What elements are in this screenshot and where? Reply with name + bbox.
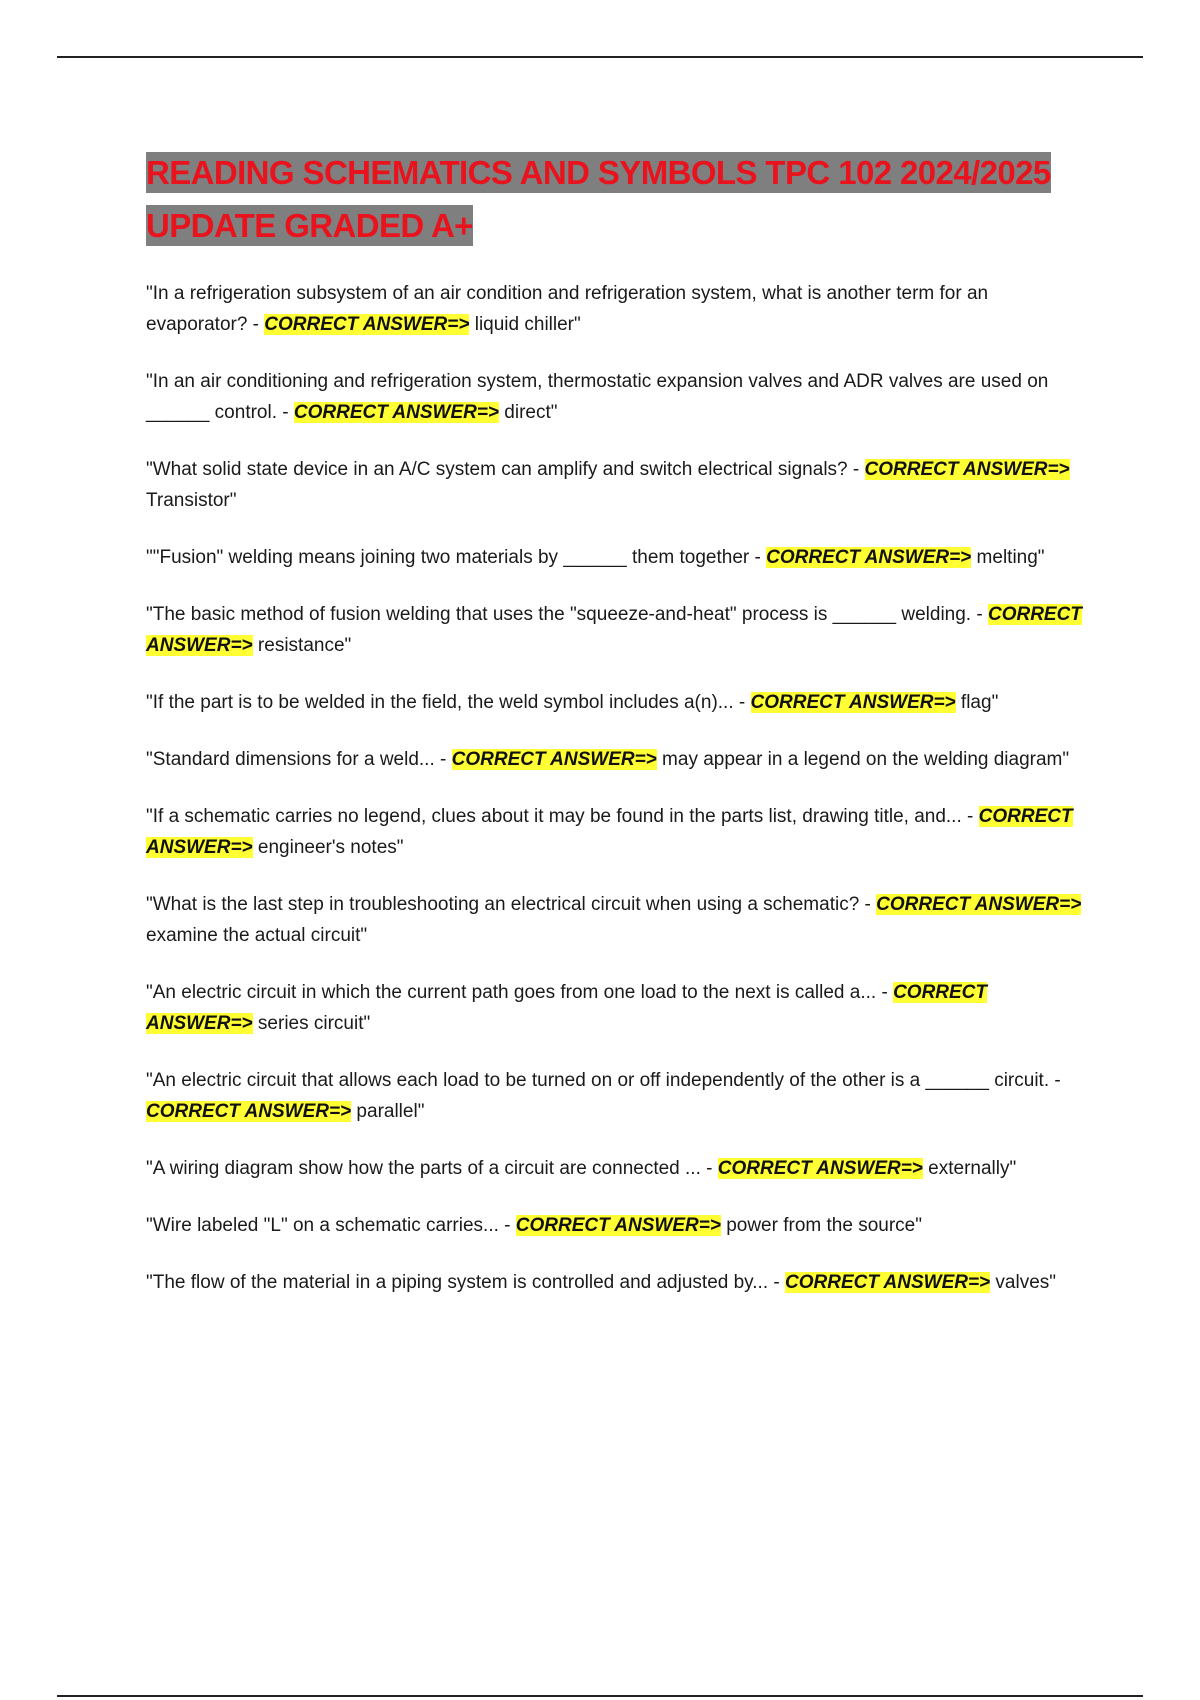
correct-answer-tag: CORRECT ANSWER=> (451, 749, 657, 770)
document-title-text: READING SCHEMATICS AND SYMBOLS TPC 102 2024/2025 UPDATE GRADED A+ (146, 154, 1051, 244)
correct-answer-tag: CORRECT ANSWER=> (146, 982, 988, 1034)
answer-text: power from the source" (720, 1215, 922, 1236)
qa-item-8 (146, 801, 1086, 863)
answer-text: Transistor" (146, 459, 1075, 511)
correct-answer-tag: CORRECT ANSWER=> (264, 314, 470, 335)
answer-text: series circuit" (252, 1013, 371, 1034)
qa-item-7 (146, 744, 1086, 775)
correct-answer-tag: CORRECT ANSWER=> (293, 402, 500, 423)
qa-item-13 (146, 1210, 1086, 1241)
correct-answer-tag: CORRECT ANSWER=> (864, 459, 1070, 480)
qa-item-9 (146, 889, 1086, 951)
page-bottom-rule (57, 1695, 1143, 1697)
qa-item-6 (146, 687, 1086, 718)
qa-item-11 (146, 1065, 1086, 1127)
correct-answer-tag: CORRECT ANSWER=> (717, 1158, 923, 1179)
page-top-rule (57, 56, 1143, 58)
answer-text: valves" (990, 1272, 1057, 1293)
answer-text: examine the actual circuit" (146, 894, 1087, 946)
qa-item-2 (146, 366, 1086, 428)
qa-item-12 (146, 1153, 1086, 1184)
correct-answer-tag: CORRECT ANSWER=> (766, 547, 972, 568)
correct-answer-tag: CORRECT ANSWER=> (146, 806, 1073, 858)
qa-item-4 (146, 542, 1086, 573)
qa-item-14 (146, 1267, 1086, 1298)
question-text: "If the part is to be welded in the field, the weld symbol includes a(n)... - (146, 692, 751, 713)
question-text: "An electric circuit in which the current path goes from one load to the next is called a... - (146, 982, 894, 1003)
question-text: "What solid state device in an A/C system can amplify and switch electrical signals? - (146, 459, 865, 480)
answer-text: engineer's notes" (252, 837, 404, 858)
question-text: "The flow of the material in a piping system is controlled and adjusted by... - (146, 1272, 785, 1293)
answer-text: liquid chiller" (469, 314, 581, 335)
answer-text: flag" (955, 692, 999, 713)
question-text: "Standard dimensions for a weld... - (146, 749, 452, 770)
correct-answer-tag: CORRECT ANSWER=> (750, 692, 956, 713)
question-text: "An electric circuit that allows each load to be turned on or off independently of the other is a ______ circuit. - (146, 1070, 1066, 1091)
question-text: "In an air conditioning and refrigeration system, thermostatic expansion valves and ADR valves are used on ______ control. - (146, 371, 1054, 423)
answer-text: parallel" (351, 1101, 425, 1122)
question-text: "Wire labeled "L" on a schematic carries... - (146, 1215, 516, 1236)
answer-text: externally" (922, 1158, 1017, 1179)
correct-answer-tag: CORRECT ANSWER=> (785, 1272, 991, 1293)
question-text: "The basic method of fusion welding that uses the "squeeze-and-heat" process is ______ welding. - (146, 604, 988, 625)
answer-text: may appear in a legend on the welding diagram" (656, 749, 1070, 770)
answer-text: melting" (971, 547, 1045, 568)
correct-answer-tag: CORRECT ANSWER=> (876, 894, 1082, 915)
correct-answer-tag: CORRECT ANSWER=> (146, 604, 1082, 656)
document-title (146, 146, 1086, 252)
question-text: "If a schematic carries no legend, clues about it may be found in the parts list, drawing title, and... - (146, 806, 979, 827)
question-text: ""Fusion" welding means joining two materials by ______ them together - (146, 547, 767, 568)
question-text: "A wiring diagram show how the parts of a circuit are connected ... - (146, 1158, 718, 1179)
answer-text: resistance" (252, 635, 352, 656)
qa-item-10 (146, 977, 1086, 1039)
correct-answer-tag: CORRECT ANSWER=> (515, 1215, 721, 1236)
correct-answer-tag: CORRECT ANSWER=> (146, 1101, 352, 1122)
qa-item-5 (146, 599, 1086, 661)
document-body (146, 146, 1086, 1324)
qa-item-1 (146, 278, 1086, 340)
question-text: "In a refrigeration subsystem of an air condition and refrigeration system, what is another term for an evaporator? - (146, 283, 994, 335)
answer-text: direct" (499, 402, 558, 423)
qa-item-3 (146, 454, 1086, 516)
question-text: "What is the last step in troubleshooting an electrical circuit when using a schematic? - (146, 894, 877, 915)
